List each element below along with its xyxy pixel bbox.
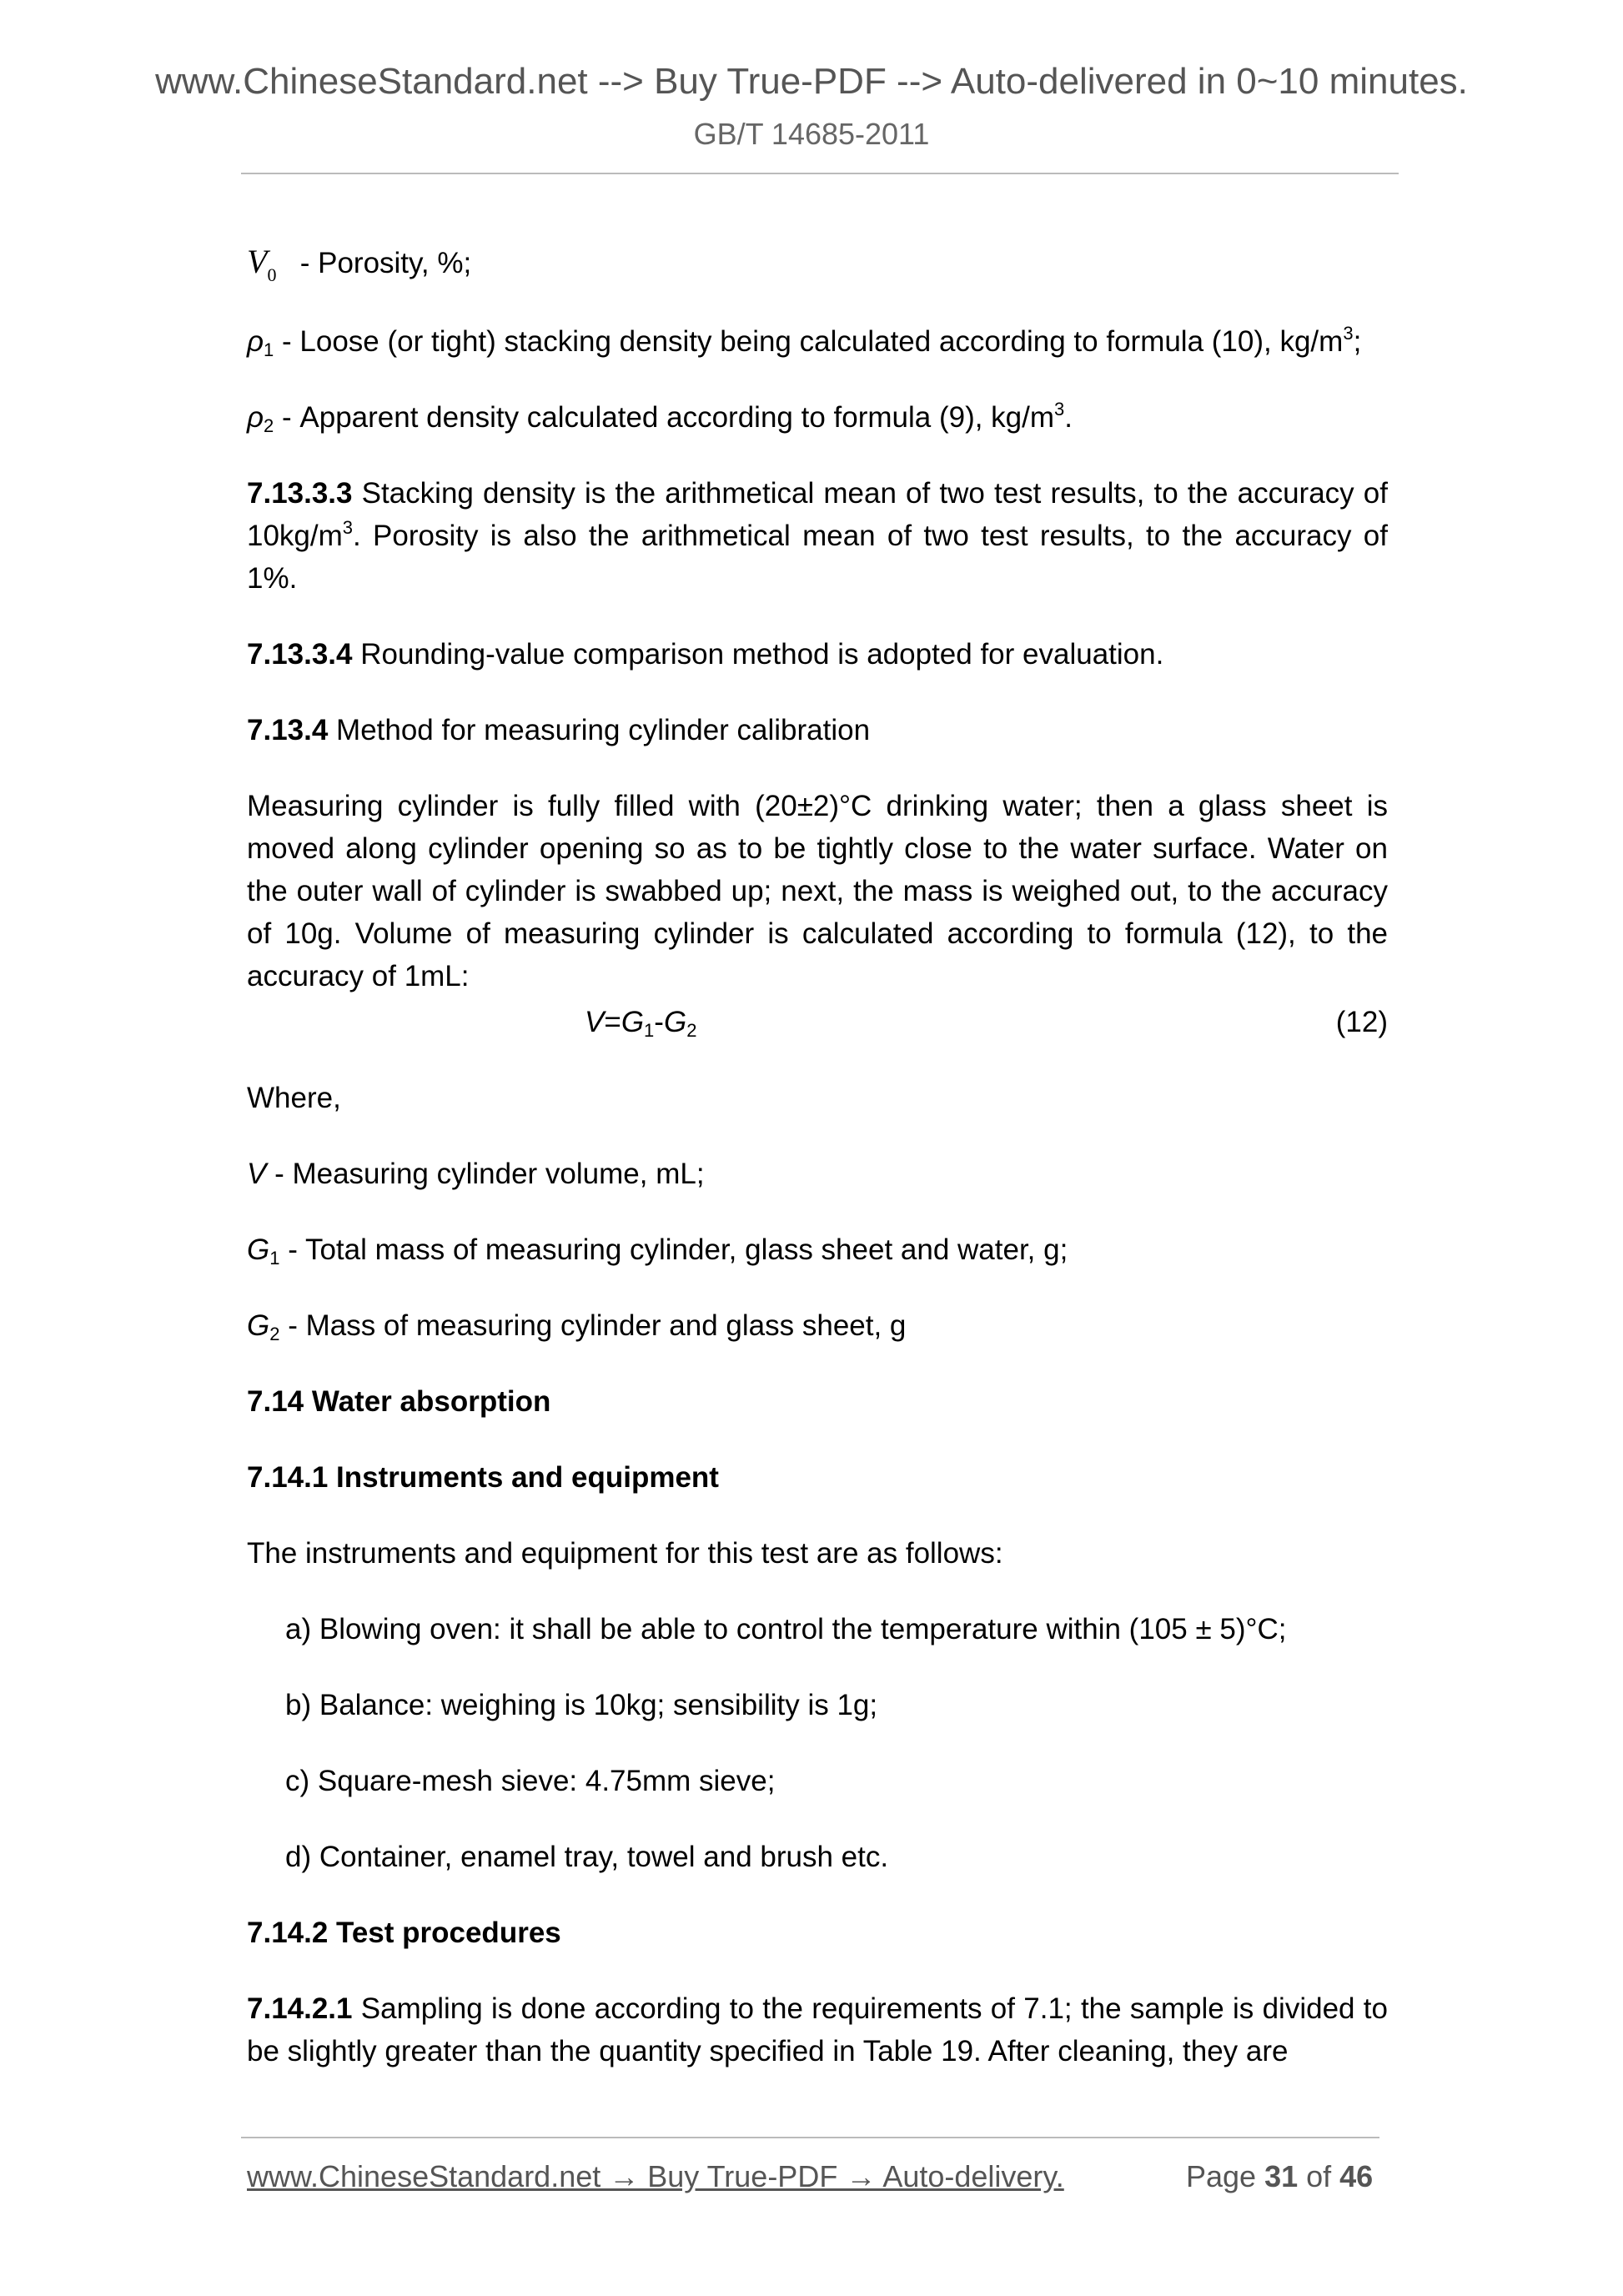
list-item-oven: a) Blowing oven: it shall be able to control the temperature within (105 ± 5)°C; xyxy=(285,1613,1287,1645)
header-title[interactable]: www.ChineseStandard.net --> Buy True-PDF --> Auto-delivered in 0~10 minutes. xyxy=(155,61,1468,102)
heading-7-14-2: 7.14.2 Test procedures xyxy=(247,1917,561,1949)
header-divider xyxy=(241,173,1399,174)
definition-g2: $G_2$ - Mass of measuring cylinder and glass sheet, g xyxy=(247,1309,907,1344)
formula-number: (12) xyxy=(1335,1006,1388,1038)
page-body xyxy=(247,240,1388,2106)
definition-rho1: $\rho_1$ - Loose (or tight) stacking density being calculated according to formula (10), $kg/m^3$; xyxy=(247,323,1362,360)
formula-expression: $V=G_1-G_2$ xyxy=(585,1006,697,1041)
heading-7-14: 7.14 Water absorption xyxy=(247,1385,551,1418)
list-item-balance: b) Balance: weighing is 10kg; sensibility is 1g; xyxy=(285,1689,878,1721)
clause-7-13-3-4: 7.13.3.4 Rounding-value comparison method is adopted for evaluation. xyxy=(247,638,1164,671)
heading-7-14-1: 7.14.1 Instruments and equipment xyxy=(247,1461,719,1494)
clause-7-13-4: 7.13.4 Method for measuring cylinder calibration xyxy=(247,714,871,746)
clause-7-14-2-1: 7.14.2.1 Sampling is done according to the requirements of 7.1; the sample is divided to be slightly greater than the quantity specified in Table 19. After cleaning, they are xyxy=(247,1992,1388,2067)
clause-7-13-3-3: 7.13.3.3 Stacking density is the arithmetical mean of two test results, to the accuracy of $10kg/m^3$. Porosity is also the arithmetical mean of two test results, to the accuracy of 1%. xyxy=(247,477,1388,595)
definition-v: V - Measuring cylinder volume, mL; xyxy=(247,1158,705,1190)
instruments-intro: The instruments and equipment for this test are as follows: xyxy=(247,1537,1003,1570)
where-label: Where, xyxy=(247,1082,341,1114)
list-item-container: d) Container, enamel tray, towel and brush etc. xyxy=(285,1841,889,1873)
calibration-paragraph: Measuring cylinder is fully filled with (20±2)°C drinking water; then a glass sheet is moved along cylinder opening so as to be tightly close to the water surface. Water on the outer wall of cylinder is swabbed up; next, the mass is weighed out, to the accuracy of 10g. Volume of measuring cylinder is calculated according to formula (12), to the accuracy of 1mL: xyxy=(247,790,1388,992)
definition-porosity: $V_0$ - Porosity, %; xyxy=(247,240,1388,284)
page-indicator: Page 31 of 46 xyxy=(1186,2159,1374,2193)
v0-symbol: $V_0$ xyxy=(247,243,277,285)
standard-code: GB/T 14685-2011 xyxy=(693,117,930,151)
definition-rho2: $\rho_2$ - Apparent density calculated according to formula (9), $kg/m^3$. xyxy=(247,399,1073,436)
footer-link[interactable]: www.ChineseStandard.net → Buy True-PDF → Auto-delivery. xyxy=(247,2159,1064,2193)
footer-divider xyxy=(241,2137,1379,2138)
definition-g1: $G_1$ - Total mass of measuring cylinder, glass sheet and water, g; xyxy=(247,1233,1068,1269)
formula-12 xyxy=(247,1001,1388,1043)
list-item-sieve: c) Square-mesh sieve: 4.75mm sieve; xyxy=(285,1765,776,1797)
